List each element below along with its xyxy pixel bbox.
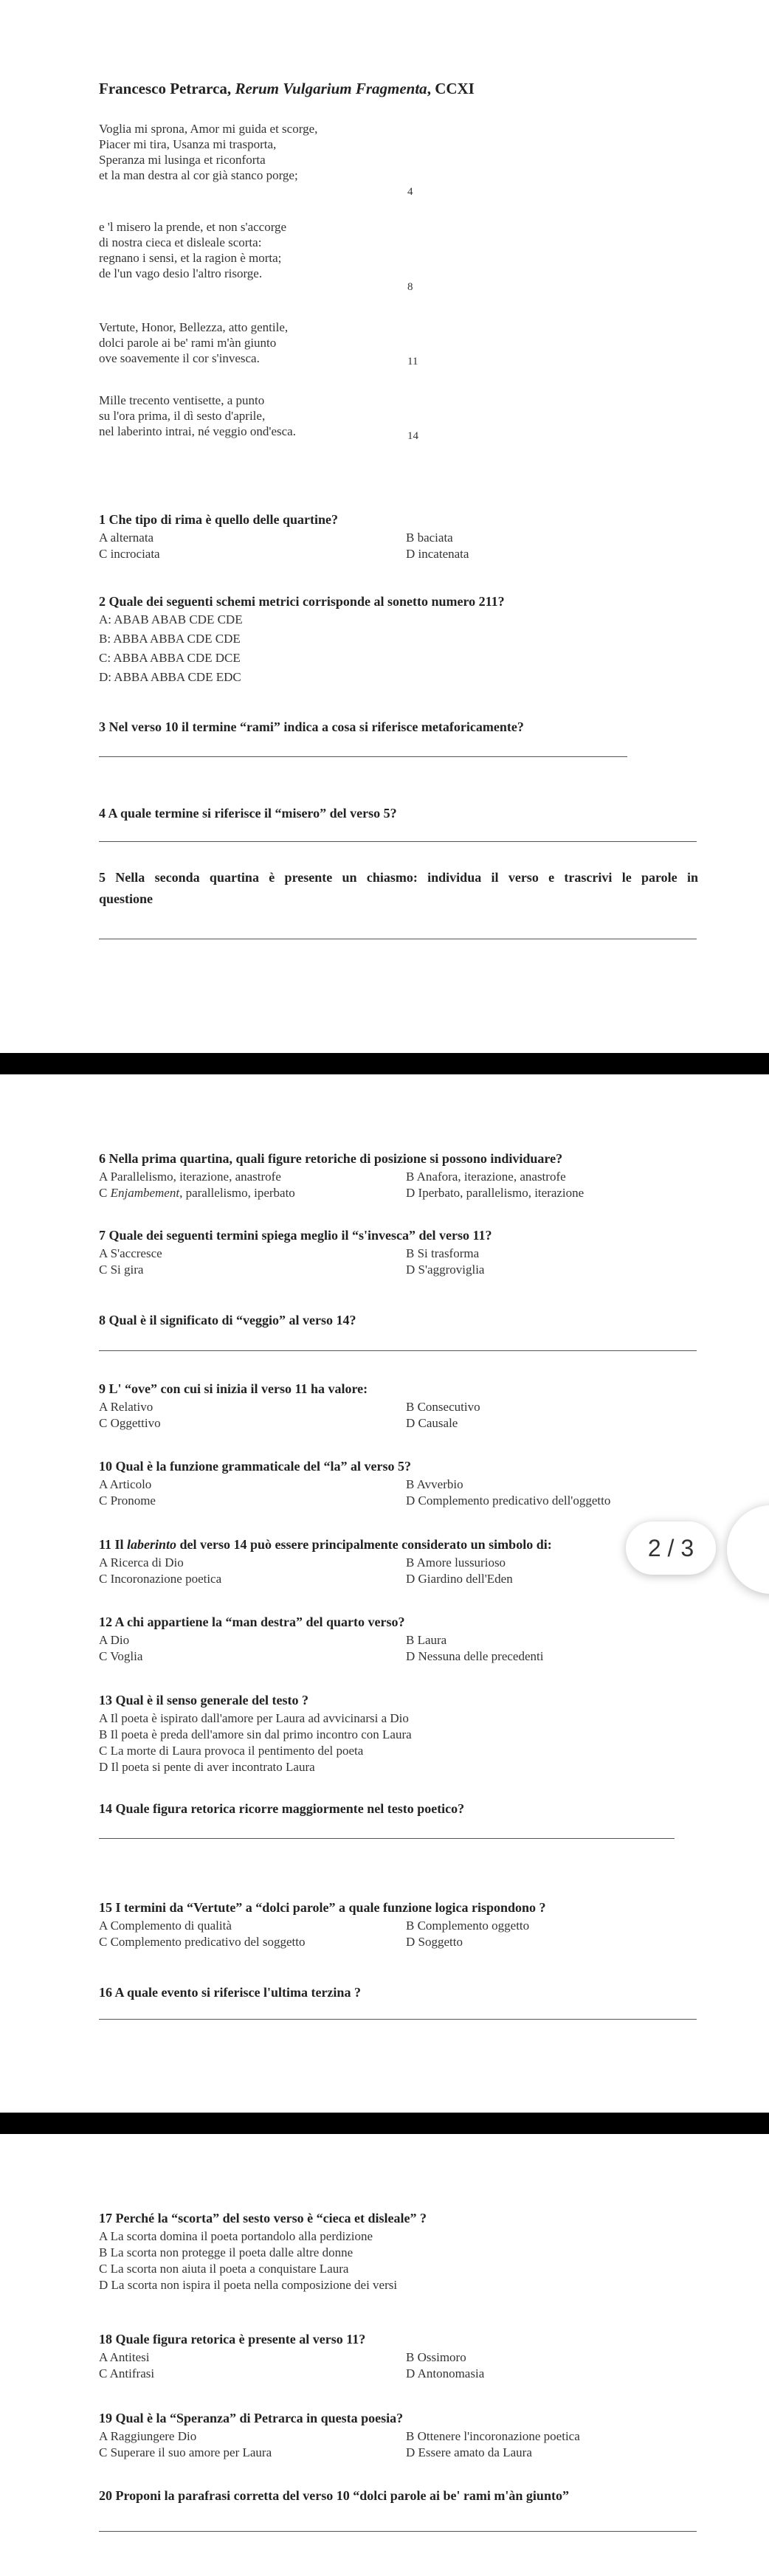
option-9a[interactable]: A Relativo [99,1400,154,1414]
option-10d[interactable]: D Complemento predicativo dell'oggetto [406,1494,611,1508]
option-12d[interactable]: D Nessuna delle precedenti [406,1649,544,1663]
answer-line-3[interactable] [99,756,627,757]
option-12c[interactable]: C Voglia [99,1649,143,1663]
verse: de l'un vago desio l'altro risorge. [99,266,263,280]
option-18a[interactable]: A Antitesi [99,2350,150,2364]
option-18c[interactable]: C Antifrasi [99,2366,155,2380]
question-1: 1 Che tipo di rima è quello delle quartine? [99,512,338,527]
question-10: 10 Qual è la funzione grammaticale del “la” al verso 5? [99,1459,411,1474]
option-7a[interactable]: A S'accresce [99,1246,162,1260]
stanza-3 [99,320,288,366]
answer-line-14[interactable] [99,1838,675,1839]
question-6: 6 Nella prima quartina, quali figure retoriche di posizione si possono individuare? [99,1151,563,1166]
option-17a[interactable]: A La scorta domina il poeta portandolo alla perdizione [99,2229,373,2243]
verse-number: 14 [407,430,418,442]
answer-line-20[interactable] [99,2531,697,2532]
option-17d[interactable]: D La scorta non ispira il poeta nella composizione dei versi [99,2278,398,2292]
verse: Speranza mi lusinga et riconforta [99,153,266,167]
option-11d[interactable]: D Giardino dell'Eden [406,1572,513,1586]
option-15b[interactable]: B Complemento oggetto [406,1919,530,1933]
question-14: 14 Quale figura retorica ricorre maggiormente nel testo poetico? [99,1801,465,1816]
option-7c[interactable]: C Si gira [99,1263,144,1277]
option-13c[interactable]: C La morte di Laura provoca il pentimento del poeta [99,1744,364,1758]
stanza-4 [99,393,296,439]
verse: Piacer mi tira, Usanza mi trasporta, [99,137,277,151]
verse: dolci parole ai be' rami m'àn giunto [99,336,277,350]
question-17: 17 Perché la “scorta” del sesto verso è “cieca et disleale” ? [99,2211,427,2225]
option-19b[interactable]: B Ottenere l'incoronazione poetica [406,2429,580,2443]
option-11a[interactable]: A Ricerca di Dio [99,1555,184,1570]
question-20: 20 Proponi la parafrasi corretta del verso 10 “dolci parole ai be' rami m'àn giunto” [99,2488,569,2503]
question-4: 4 A quale termine si riferisce il “misero” del verso 5? [99,806,397,821]
question-13: 13 Qual è il senso generale del testo ? [99,1693,308,1707]
question-7: 7 Quale dei seguenti termini spiega meglio il “s'invesca” del verso 11? [99,1228,492,1243]
option-15c[interactable]: C Complemento predicativo del soggetto [99,1935,306,1949]
option-13a[interactable]: A Il poeta è ispirato dall'amore per Laura ad avvicinarsi a Dio [99,1711,409,1725]
option-12b[interactable]: B Laura [406,1633,447,1647]
question-12: 12 A chi appartiene la “man destra” del quarto verso? [99,1615,405,1629]
verse: su l'ora prima, il dì sesto d'aprile, [99,409,266,423]
question-16: 16 A quale evento si riferisce l'ultima terzina ? [99,1985,361,2000]
question-2: 2 Quale dei seguenti schemi metrici corrisponde al sonetto numero 211? [99,594,505,609]
page-indicator: 2 / 3 [626,1522,716,1575]
question-5-cont: questione [99,891,154,906]
question-9: 9 L' “ove” con cui si inizia il verso 11 ha valore: [99,1381,368,1396]
verse: e 'l misero la prende, et non s'accorge [99,220,287,234]
option-6a[interactable]: A Parallelismo, iterazione, anastrofe [99,1170,281,1184]
question-11: 11 Il laberinto del verso 14 può essere principalmente considerato un simbolo di: [99,1537,552,1552]
option-2a[interactable]: A: ABAB ABAB CDE CDE [99,612,243,626]
option-1a[interactable]: A alternata [99,531,154,545]
stanza-2 [99,219,286,281]
option-6b[interactable]: B Anafora, iterazione, anastrofe [406,1170,566,1184]
verse-number: 8 [407,281,413,293]
answer-line-16[interactable] [99,2019,697,2020]
option-15d[interactable]: D Soggetto [406,1935,463,1949]
option-6c[interactable]: C Enjambement, parallelismo, iperbato [99,1186,295,1200]
verse-number: 4 [407,186,413,198]
option-9d[interactable]: D Causale [406,1416,458,1430]
option-2b[interactable]: B: ABBA ABBA CDE CDE [99,632,241,646]
option-9b[interactable]: B Consecutivo [406,1400,480,1414]
option-19a[interactable]: A Raggiungere Dio [99,2429,197,2443]
question-18: 18 Quale figura retorica è presente al verso 11? [99,2332,366,2347]
verse-number: 11 [407,356,418,367]
option-11b[interactable]: B Amore lussurioso [406,1555,506,1570]
option-13b[interactable]: B Il poeta è preda dell'amore sin dal primo incontro con Laura [99,1727,412,1741]
verse: nel laberinto intrai, né veggio ond'esca. [99,424,296,438]
option-10c[interactable]: C Pronome [99,1494,156,1508]
option-13d[interactable]: D Il poeta si pente di aver incontrato Laura [99,1760,315,1774]
option-1c[interactable]: C incrociata [99,547,160,561]
question-15: 15 I termini da “Vertute” a “dolci parole” a quale funzione logica rispondono ? [99,1900,546,1915]
question-19: 19 Qual è la “Speranza” di Petrarca in questa poesia? [99,2411,404,2425]
option-1d[interactable]: D incatenata [406,547,469,561]
verse: regnano i sensi, et la ragion è morta; [99,251,282,265]
option-18b[interactable]: B Ossimoro [406,2350,466,2364]
answer-line-4[interactable] [99,841,697,842]
option-19d[interactable]: D Essere amato da Laura [406,2445,532,2459]
option-7b[interactable]: B Si trasforma [406,1246,480,1260]
option-12a[interactable]: A Dio [99,1633,130,1647]
page-1 [0,0,769,1053]
option-9c[interactable]: C Oggettivo [99,1416,161,1430]
option-1b[interactable]: B baciata [406,531,453,545]
option-11c[interactable]: C Incoronazione poetica [99,1572,222,1586]
option-10b[interactable]: B Avverbio [406,1477,463,1491]
stanza-1 [99,121,317,183]
answer-line-8[interactable] [99,1350,697,1351]
question-3: 3 Nel verso 10 il termine “rami” indica a cosa si riferisce metaforicamente? [99,719,524,734]
option-10a[interactable]: A Articolo [99,1477,152,1491]
question-8: 8 Qual è il significato di “veggio” al verso 14? [99,1313,356,1327]
poem-title: Francesco Petrarca, Rerum Vulgarium Fragmenta, CCXI [99,80,475,97]
option-17b[interactable]: B La scorta non protegge il poeta dalle altre donne [99,2245,354,2259]
option-7d[interactable]: D S'aggroviglia [406,1263,485,1277]
verse: ove soavemente il cor s'invesca. [99,351,260,365]
verse: Vertute, Honor, Bellezza, atto gentile, [99,320,289,334]
option-15a[interactable]: A Complemento di qualità [99,1919,232,1933]
option-2c[interactable]: C: ABBA ABBA CDE DCE [99,651,241,665]
option-2d[interactable]: D: ABBA ABBA CDE EDC [99,670,241,684]
option-18d[interactable]: D Antonomasia [406,2366,485,2380]
question-5: 5 Nella seconda quartina è presente un chiasmo: individua il verso e trascrivi le parole in [99,870,698,885]
verse: et la man destra al cor già stanco porge; [99,168,298,182]
verse: Voglia mi sprona, Amor mi guida et scorge, [99,122,318,136]
option-6d[interactable]: D Iperbato, parallelismo, iterazione [406,1186,584,1200]
verse: di nostra cieca et disleale scorta: [99,235,262,249]
verse: Mille trecento ventisette, a punto [99,393,265,407]
option-17c[interactable]: C La scorta non aiuta il poeta a conquistare Laura [99,2262,349,2276]
option-19c[interactable]: C Superare il suo amore per Laura [99,2445,272,2459]
